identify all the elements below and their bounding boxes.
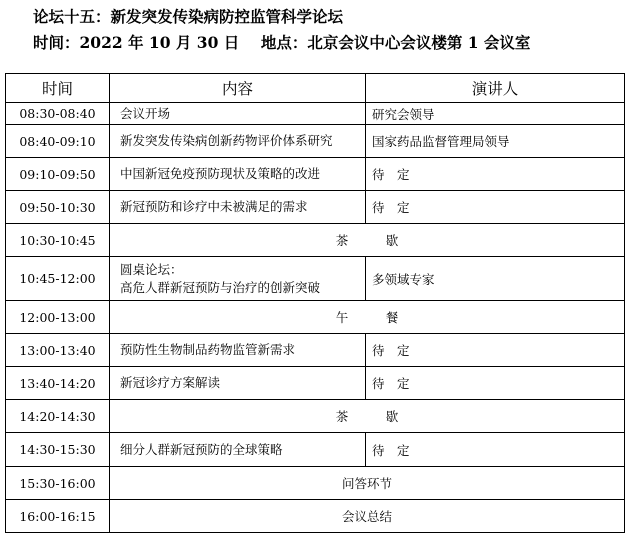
row-time: 09:10-09:50 xyxy=(6,158,110,191)
table-row xyxy=(6,467,625,500)
row-content-line: 高危人群新冠预防与治疗的创新突破 xyxy=(120,279,321,295)
row-content-line: 新冠预防和诊疗中未被满足的需求 xyxy=(120,199,308,214)
row-speaker: 待 定 xyxy=(366,334,625,367)
row-speaker: 研究会领导 xyxy=(366,103,625,125)
row-time: 16:00-16:15 xyxy=(6,500,110,533)
row-content xyxy=(110,191,366,224)
row-content xyxy=(110,367,366,400)
row-time: 09:50-10:30 xyxy=(6,191,110,224)
schedule-table xyxy=(5,73,625,533)
row-session: 茶 歇 xyxy=(110,224,625,257)
row-speaker: 待 定 xyxy=(366,158,625,191)
table-row xyxy=(6,191,625,224)
row-time: 12:00-13:00 xyxy=(6,301,110,334)
row-session: 会议总结 xyxy=(110,500,625,533)
table-row xyxy=(6,125,625,158)
row-content-line: 预防性生物制品药物监管新需求 xyxy=(120,342,296,357)
row-content xyxy=(110,158,366,191)
schedule-body xyxy=(6,103,625,533)
row-speaker: 国家药品监督管理局领导 xyxy=(366,125,625,158)
column-header-content: 内容 xyxy=(110,74,366,103)
table-row xyxy=(6,103,625,125)
row-time: 15:30-16:00 xyxy=(6,467,110,500)
row-content xyxy=(110,257,366,301)
row-time: 10:45-12:00 xyxy=(6,257,110,301)
column-header-speaker: 演讲人 xyxy=(366,74,625,103)
row-speaker: 待 定 xyxy=(366,367,625,400)
row-content-line: 细分人群新冠预防的全球策略 xyxy=(120,441,283,457)
table-row xyxy=(6,367,625,400)
table-row xyxy=(6,257,625,301)
row-speaker: 待 定 xyxy=(366,433,625,467)
table-row xyxy=(6,500,625,533)
row-time: 08:30-08:40 xyxy=(6,103,110,125)
row-time: 13:00-13:40 xyxy=(6,334,110,367)
time-location: 时间：2022 年 10 月 30 日 地点：北京会议中心会议楼第 1 会议室 xyxy=(33,33,531,52)
row-content-line: 会议开场 xyxy=(120,105,171,121)
row-content-line: 新冠诊疗方案解读 xyxy=(120,375,221,390)
forum-title: 论坛十五：新发突发传染病防控监管科学论坛 xyxy=(33,7,344,26)
table-row xyxy=(6,301,625,334)
table-row xyxy=(6,158,625,191)
row-time: 10:30-10:45 xyxy=(6,224,110,257)
row-time: 08:40-09:10 xyxy=(6,125,110,158)
row-content-line: 圆桌论坛： xyxy=(120,261,183,277)
row-session: 午 餐 xyxy=(110,301,625,334)
row-time: 14:30-15:30 xyxy=(6,433,110,467)
table-row xyxy=(6,334,625,367)
row-content xyxy=(110,125,366,158)
table-row xyxy=(6,400,625,433)
table-row xyxy=(6,433,625,467)
table-row xyxy=(6,224,625,257)
row-content xyxy=(110,433,366,467)
row-time: 14:20-14:30 xyxy=(6,400,110,433)
column-header-time: 时间 xyxy=(6,74,110,103)
row-speaker: 待 定 xyxy=(366,191,625,224)
row-time: 13:40-14:20 xyxy=(6,367,110,400)
row-session: 茶 歇 xyxy=(110,400,625,433)
row-content-line: 新发突发传染病创新药物评价体系研究 xyxy=(120,133,333,148)
row-content-line: 中国新冠免疫预防现状及策略的改进 xyxy=(120,166,321,181)
row-content xyxy=(110,334,366,367)
row-content xyxy=(110,103,366,125)
row-speaker: 多领域专家 xyxy=(366,257,625,301)
row-session: 问答环节 xyxy=(110,467,625,500)
table-header-row xyxy=(6,74,625,103)
